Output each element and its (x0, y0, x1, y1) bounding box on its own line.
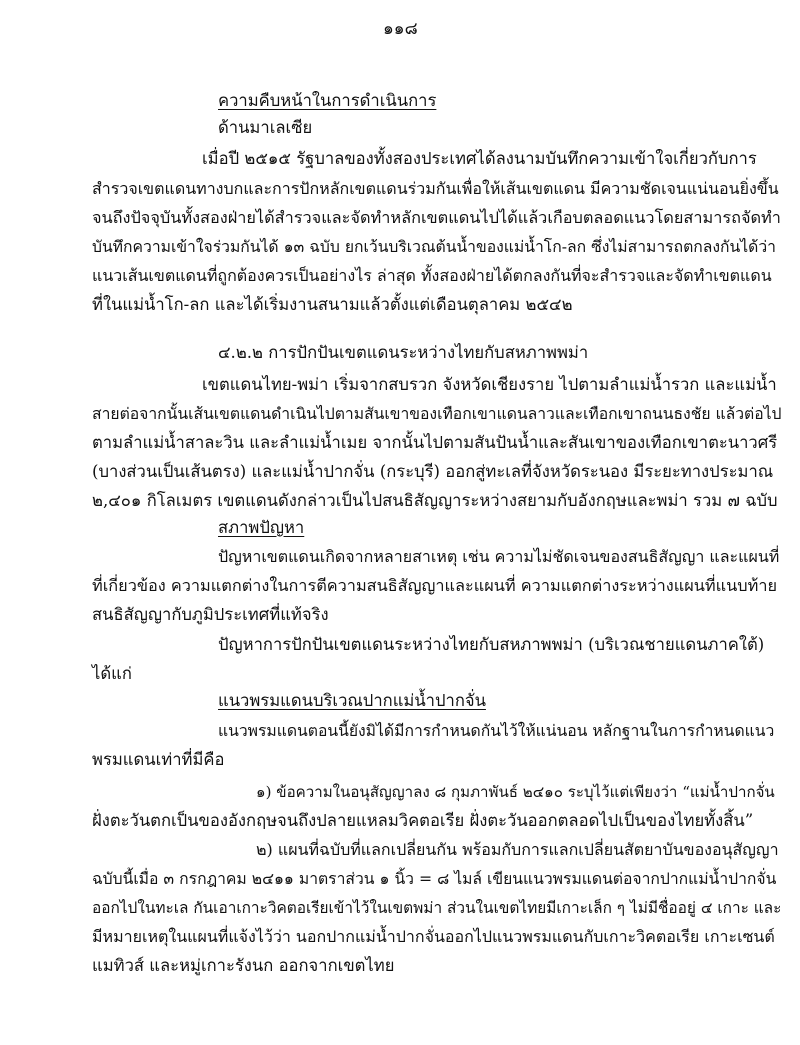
paragraph-line: ปัญหาเขตแดนเกิดจากหลายสาเหตุ เช่น ความไม่ชัดเจนของสนธิสัญญา และแผนที่ (218, 547, 780, 566)
paragraph-line: สำรวจเขตแดนทางบกและการปักหลักเขตแดนร่วมกันเพื่อให้เส้นเขตแดน มีความชัดเจนแน่นอนยิ่งขึ้น (92, 179, 779, 198)
problem-heading: สภาพปัญหา (218, 518, 305, 537)
maritime-heading: แนวพรมแดนบริเวณปากแม่น้ำปากจั่น (218, 691, 486, 710)
section-subheading: ด้านมาเลเซีย (218, 118, 313, 137)
paragraph-line: ออกไปในทะเล กันเอาเกาะวิคตอเรียเข้าไว้ในเขตพม่า ส่วนในเขตไทยมีเกาะเล็ก ๆ ไม่มีชื่ออยู่ ๔ เกาะ และ (92, 899, 782, 917)
paragraph-line: ได้แก่ (92, 664, 132, 683)
paragraph-line: ๑) ข้อความในอนุสัญญาลง ๘ กุมภาพันธ์ ๒๔๑๐ ระบุไว้แต่เพียงว่า “แม่น้ำปากจั่น (256, 783, 775, 801)
paragraph-line: ที่เกี่ยวข้อง ความแตกต่างในการตีความสนธิสัญญาและแผนที่ ความแตกต่างระหว่างแผนที่แนบท้าย (92, 576, 778, 595)
paragraph-line: เมื่อปี ๒๕๑๕ รัฐบาลของทั้งสองประเทศได้ลงนามบันทึกความเข้าใจเกี่ยวกับการ (202, 149, 757, 168)
page-number: ๑๑๘ (383, 19, 418, 39)
paragraph-line: ฉบับนี้เมื่อ ๓ กรกฎาคม ๒๔๑๑ มาตราส่วน ๑ นิ้ว = ๘ ไมล์ เขียนแนวพรมแดนต่อจากปากแม่น้ำปากจั่น (92, 869, 777, 888)
paragraph-line: ฝั่งตะวันตกเป็นของอังกฤษจนถึงปลายแหลมวิคตอเรีย ฝั่งตะวันออกตลอดไปเป็นของไทยทั้งสิ้น” (92, 811, 754, 830)
paragraph-line: ตามลำแม่น้ำสาละวิน และลำแม่น้ำเมย จากนั้นไปตามสันปันน้ำและสันเขาของเทือกเขาตะนาวศรี (92, 433, 778, 452)
paragraph-line: สายต่อจากนั้นเส้นเขตแดนดำเนินไปตามสันเขาของเทือกเขาแดนลาวและเทือกเขาถนนธงชัย แล้วต่อไป (92, 404, 782, 423)
paragraph-line: พรมแดนเท่าที่มีคือ (92, 750, 225, 769)
paragraph-line: จนถึงปัจจุบันทั้งสองฝ่ายได้สำรวจและจัดทำหลักเขตแดนไปได้แล้วเกือบตลอดแนวโดยสามารถจัดทำ (92, 208, 781, 227)
paragraph-line: มีหมายเหตุในแผนที่แจ้งไว้ว่า นอกปากแม่น้ำปากจั่นออกไปแนวพรมแดนกับเกาะวิคตอเรีย เกาะเซนต์ (92, 927, 775, 946)
paragraph-line: ๒) แผนที่ฉบับที่แลกเปลี่ยนกัน พร้อมกับการแลกเปลี่ยนสัตยาบันของอนุสัญญา (256, 840, 779, 859)
paragraph-line: แนวเส้นเขตแดนที่ถูกต้องควรเป็นอย่างไร ล่าสุด ทั้งสองฝ่ายได้ตกลงกันที่จะสำรวจและจัดทำเขตแดน (92, 266, 772, 285)
paragraph-line: ๒,๔๐๑ กิโลเมตร เขตแดนดังกล่าวเป็นไปสนธิสัญญาระหว่างสยามกับอังกฤษและพม่า รวม ๗ ฉบับ (92, 491, 778, 510)
section-heading: ความคืบหน้าในการดำเนินการ (218, 91, 437, 110)
paragraph-line: ที่ในแม่น้ำโก-ลก และได้เริ่มงานสนามแล้วตั้งแต่เดือนตุลาคม ๒๕๔๒ (92, 295, 573, 314)
paragraph-line: บันทึกความเข้าใจร่วมกันได้ ๑๓ ฉบับ ยกเว้นบริเวณต้นน้ำของแม่น้ำโก-ลก ซึ่งไม่สามารถตกลงกันได้ว่า (92, 237, 776, 256)
paragraph-line: ปัญหาการปักปันเขตแดนระหว่างไทยกับสหภาพพม่า (บริเวณชายแดนภาคใต้) (218, 635, 765, 654)
paragraph-line: (บางส่วนเป็นเส้นตรง) และแม่น้ำปากจั่น (กระบุรี) ออกสู่ทะเลที่จังหวัดระนอง มีระยะทางประมาณ (92, 462, 774, 481)
section-heading: ๔.๒.๒ การปักปันเขตแดนระหว่างไทยกับสหภาพพม่า (218, 343, 589, 362)
paragraph-line: แมทิวส์ และหมู่เกาะรังนก ออกจากเขตไทย (92, 956, 395, 975)
paragraph-line: แนวพรมแดนตอนนี้ยังมิได้มีการกำหนดกันไว้ให้แน่นอน หลักฐานในการกำหนดแนว (218, 721, 775, 740)
paragraph-line: เขตแดนไทย-พม่า เริ่มจากสบรวก จังหวัดเชียงราย ไปตามลำแม่น้ำรวก และแม่น้ำ (202, 375, 777, 394)
paragraph-line: สนธิสัญญากับภูมิประเทศที่แท้จริง (92, 605, 329, 624)
